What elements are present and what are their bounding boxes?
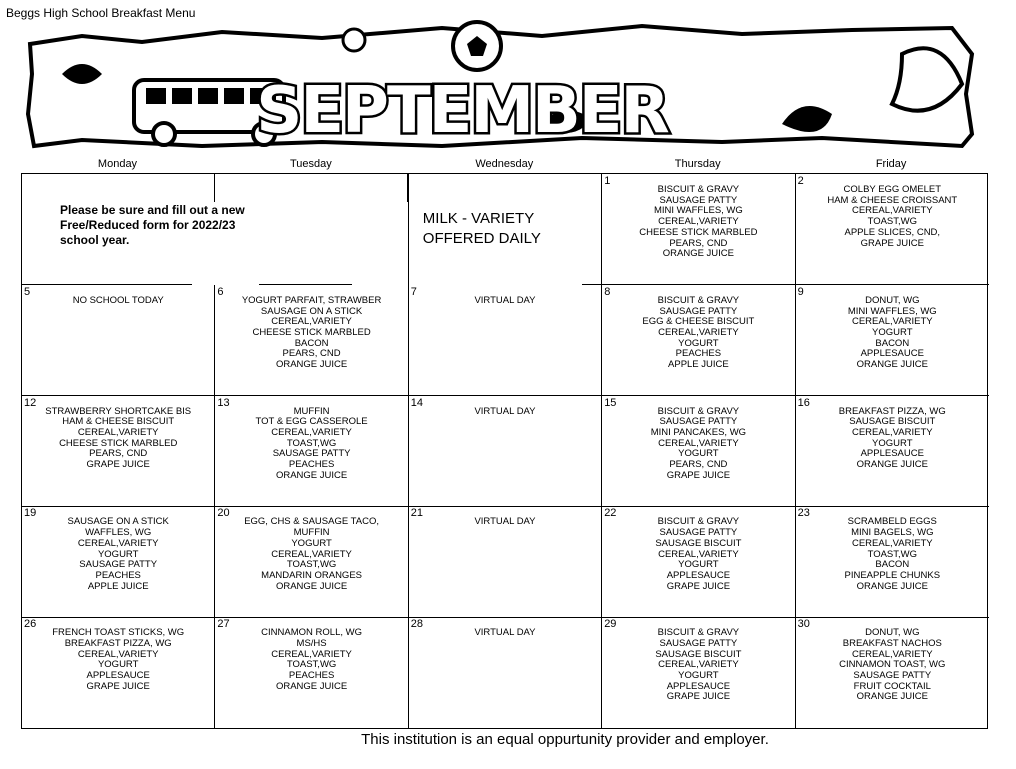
day-cell-30	[796, 617, 989, 728]
menu-item: MINI WAFFLES, WG	[653, 205, 743, 217]
menu-item: CINNAMON TOAST, WG	[839, 659, 946, 671]
menu-item: PEARS, CND	[282, 348, 341, 360]
day-number: 22	[604, 507, 617, 520]
menu-item: SAUSAGE BISCUIT	[655, 537, 742, 549]
day-cell-22	[602, 506, 795, 617]
menu-item: STRAWBERRY SHORTCAKE BIS	[45, 405, 192, 417]
menu-item: YOGURT PARFAIT, STRAWBER	[241, 294, 382, 306]
menu-items	[602, 185, 794, 260]
menu-item: COLBY EGG OMELET	[843, 184, 942, 195]
day-cell-2	[796, 174, 989, 285]
menu-item: ORANGE JUICE	[275, 680, 348, 692]
menu-item: BISCUIT & GRAVY	[657, 184, 740, 195]
menu-item: BREAKFAST PIZZA, WG	[64, 637, 172, 649]
menu-items	[796, 517, 989, 592]
menu-item: YOGURT	[872, 437, 913, 449]
menu-items	[215, 407, 407, 482]
day-number: 5	[24, 285, 31, 298]
menu-item: BACON	[294, 337, 329, 349]
day-cell-13	[215, 396, 408, 507]
menu-item: ORANGE JUICE	[662, 248, 735, 260]
menu-item: GRAPE JUICE	[86, 459, 150, 471]
menu-item: BISCUIT & GRAVY	[657, 516, 740, 528]
menu-item: SAUSAGE PATTY	[272, 448, 351, 460]
menu-item: MS/HS	[296, 637, 327, 649]
menu-item: YOGURT	[97, 659, 139, 671]
cell-divider-stub	[22, 284, 192, 285]
day-number: 2	[797, 175, 804, 187]
menu-item: TOAST,WG	[867, 548, 918, 560]
milk-notice: MILK - VARIETY OFFERED DAILY	[422, 210, 541, 247]
menu-item: SAUSAGE PATTY	[659, 637, 738, 649]
menu-item: MINI BAGELS, WG	[851, 527, 934, 539]
menu-item: GRAPE JUICE	[666, 691, 731, 703]
document-title: Beggs High School Breakfast Menu	[6, 6, 196, 20]
day-number: 8	[604, 285, 611, 298]
menu-items	[602, 517, 794, 592]
menu-item: ORANGE JUICE	[275, 580, 348, 592]
day-cell-5	[22, 285, 215, 396]
menu-calendar-grid	[21, 173, 988, 729]
menu-item: MINI PANCAKES, WG	[650, 427, 747, 438]
menu-item: MINI WAFFLES, WG	[847, 305, 937, 317]
day-cell-28	[409, 617, 602, 728]
day-cell-6	[215, 285, 408, 396]
day-cell-9	[796, 285, 989, 396]
menu-item: SAUSAGE PATTY	[659, 527, 738, 539]
menu-item: GRAPE JUICE	[86, 680, 150, 692]
day-number: 12	[24, 396, 37, 409]
day-cell-26	[22, 617, 215, 728]
menu-item: VIRTUAL DAY	[474, 627, 536, 639]
menu-item: SAUSAGE PATTY	[659, 305, 738, 317]
menu-item: FRENCH TOAST STICKS, WG	[52, 627, 185, 639]
day-number: 21	[410, 507, 424, 520]
menu-item: TOAST,WG	[867, 216, 918, 228]
menu-items	[796, 185, 989, 249]
menu-item: HAM & CHEESE BISCUIT	[62, 416, 175, 428]
menu-item: APPLE JUICE	[668, 359, 729, 371]
menu-item: APPLESAUCE	[666, 680, 731, 692]
menu-item: PEACHES	[675, 348, 722, 360]
day-cell-15	[602, 396, 795, 507]
menu-item: HAM & CHEESE CROISSANT	[827, 194, 958, 206]
day-number: 28	[410, 618, 424, 631]
cell-divider-stub	[259, 284, 352, 285]
menu-items	[22, 296, 214, 307]
menu-item: YOGURT	[97, 548, 139, 560]
day-number: 1	[604, 175, 611, 187]
menu-item: BACON	[875, 559, 910, 571]
menu-item: SAUSAGE PATTY	[853, 670, 932, 681]
menu-item: BREAKFAST PIZZA, WG	[838, 405, 946, 417]
menu-item: APPLESAUCE	[86, 670, 150, 681]
cell-divider-stub	[214, 174, 215, 202]
day-number: 20	[217, 507, 230, 520]
menu-item: BREAKFAST NACHOS	[842, 637, 942, 649]
day-number: 30	[797, 618, 810, 631]
menu-item: SCRAMBELD EGGS	[847, 516, 937, 528]
menu-item: VIRTUAL DAY	[474, 405, 536, 417]
menu-items	[215, 517, 407, 592]
menu-item: ORANGE JUICE	[275, 359, 348, 371]
menu-item: NO SCHOOL TODAY	[72, 294, 164, 306]
menu-item: YOGURT	[678, 337, 719, 349]
weekday-friday: Friday	[875, 158, 907, 170]
menu-item: BISCUIT & GRAVY	[657, 405, 740, 417]
menu-item: PEACHES	[288, 670, 335, 681]
menu-item: GRAPE JUICE	[860, 237, 924, 249]
day-number: 9	[797, 285, 804, 298]
menu-item: VIRTUAL DAY	[474, 294, 536, 306]
menu-item: CEREAL,VARIETY	[658, 326, 739, 338]
menu-items	[602, 407, 794, 482]
menu-item: ORANGE JUICE	[856, 459, 928, 471]
menu-item: TOAST,WG	[286, 437, 337, 449]
menu-item: CEREAL,VARIETY	[658, 437, 739, 449]
menu-item: CEREAL,VARIETY	[851, 427, 933, 438]
menu-item: WAFFLES, WG	[85, 527, 152, 539]
menu-item: CEREAL,VARIETY	[851, 205, 933, 217]
menu-item: CHEESE STICK MARBLED	[639, 226, 758, 238]
menu-item: SAUSAGE BISCUIT	[655, 648, 742, 660]
menu-item: SAUSAGE PATTY	[659, 416, 738, 428]
day-number: 15	[604, 396, 617, 409]
weekday-thursday: Thursday	[674, 158, 721, 170]
menu-item: CEREAL,VARIETY	[658, 216, 739, 228]
menu-items	[602, 628, 794, 703]
menu-item: PEARS, CND	[89, 448, 148, 460]
weekday-wednesday: Wednesday	[475, 158, 534, 170]
menu-item: TOAST,WG	[286, 659, 337, 671]
menu-item: CEREAL,VARIETY	[77, 537, 159, 549]
menu-item: CHEESE STICK MARBLED	[59, 437, 178, 449]
menu-item: PEARS, CND	[669, 459, 728, 471]
menu-item: FRUIT COCKTAIL	[853, 680, 931, 692]
day-cell-20	[215, 506, 408, 617]
menu-item: CEREAL,VARIETY	[658, 548, 739, 560]
menu-items	[796, 296, 989, 371]
cell-divider-stub	[582, 284, 602, 285]
day-cell-12	[22, 396, 215, 507]
menu-item: SAUSAGE ON A STICK	[260, 305, 363, 317]
menu-item: TOT & EGG CASSEROLE	[255, 416, 368, 428]
menu-items	[796, 628, 989, 703]
day-number: 14	[410, 396, 424, 409]
day-cell-27	[215, 617, 408, 728]
day-cell-23	[796, 506, 989, 617]
menu-item: BISCUIT & GRAVY	[657, 627, 740, 639]
menu-items	[796, 407, 989, 471]
day-cell-29	[602, 617, 795, 728]
menu-item: ORANGE JUICE	[856, 359, 928, 371]
day-number: 27	[217, 618, 230, 631]
menu-item: ORANGE JUICE	[856, 580, 928, 592]
menu-items	[409, 296, 601, 307]
menu-item: ORANGE JUICE	[856, 691, 928, 703]
weekday-tuesday: Tuesday	[289, 158, 332, 170]
day-cell-8	[602, 285, 795, 396]
menu-item: EGG & CHEESE BISCUIT	[642, 316, 755, 328]
menu-item: GRAPE JUICE	[666, 580, 731, 592]
menu-items	[215, 296, 407, 371]
menu-item: CEREAL,VARIETY	[851, 648, 933, 660]
menu-item: APPLE JUICE	[87, 580, 149, 592]
footer-statement: This institution is an equal oppurtunity provider and employer.	[361, 731, 769, 748]
menu-items	[409, 628, 601, 639]
menu-item: YOGURT	[291, 537, 332, 549]
menu-item: GRAPE JUICE	[666, 469, 731, 481]
menu-item: CEREAL,VARIETY	[77, 427, 159, 438]
menu-items	[409, 517, 601, 528]
day-number: 7	[410, 285, 417, 298]
menu-item: CEREAL,VARIETY	[271, 316, 352, 328]
day-number: 23	[797, 507, 810, 520]
menu-items	[602, 296, 794, 371]
cell-divider-stub	[407, 174, 408, 202]
menu-item: APPLESAUCE	[666, 569, 731, 581]
weekday-monday: Monday	[97, 158, 138, 170]
day-cell-1	[602, 174, 795, 285]
menu-item: SAUSAGE PATTY	[79, 559, 158, 571]
day-cell-21	[409, 506, 602, 617]
menu-item: CEREAL,VARIETY	[851, 537, 933, 549]
menu-item: CEREAL,VARIETY	[271, 648, 352, 660]
menu-item: MUFFIN	[293, 405, 330, 417]
day-number: 19	[24, 507, 37, 520]
day-cell-7	[409, 285, 602, 396]
menu-item: EGG, CHS & SAUSAGE TACO,	[244, 516, 379, 528]
menu-item: YOGURT	[678, 559, 719, 571]
menu-item: CEREAL,VARIETY	[658, 659, 739, 671]
day-cell-14	[409, 396, 602, 507]
month-title: SEPTEMBER	[256, 74, 668, 148]
menu-items	[409, 407, 601, 418]
menu-item: SAUSAGE ON A STICK	[67, 516, 169, 528]
menu-item: YOGURT	[678, 448, 719, 460]
day-cell-19	[22, 506, 215, 617]
menu-item: APPLESAUCE	[860, 348, 924, 360]
day-number: 6	[217, 285, 224, 298]
menu-item: SAUSAGE BISCUIT	[849, 416, 936, 428]
menu-item: BACON	[875, 337, 910, 349]
day-number: 13	[217, 396, 230, 409]
menu-item: PEACHES	[288, 459, 335, 471]
menu-item: CEREAL,VARIETY	[851, 316, 933, 328]
menu-item: ORANGE JUICE	[275, 469, 348, 481]
menu-item: DONUT, WG	[865, 294, 920, 306]
menu-item: VIRTUAL DAY	[474, 516, 536, 528]
menu-item: PINEAPPLE CHUNKS	[844, 569, 941, 581]
menu-item: APPLE SLICES, CND,	[844, 226, 941, 238]
menu-item: MANDARIN ORANGES	[261, 569, 362, 581]
menu-item: TOAST,WG	[286, 559, 337, 571]
menu-item: YOGURT	[678, 670, 719, 681]
menu-item: SAUSAGE PATTY	[659, 194, 738, 206]
menu-item: DONUT, WG	[865, 627, 920, 639]
day-number: 16	[797, 396, 810, 409]
menu-item: MUFFIN	[293, 527, 330, 539]
menu-item: CEREAL,VARIETY	[271, 427, 352, 438]
menu-item: APPLESAUCE	[860, 448, 924, 460]
menu-item: PEACHES	[95, 569, 141, 581]
day-cell-16	[796, 396, 989, 507]
menu-item: YOGURT	[872, 326, 913, 338]
menu-items	[22, 628, 214, 692]
menu-item: PEARS, CND	[669, 237, 728, 249]
menu-items	[22, 407, 214, 471]
menu-item: CEREAL,VARIETY	[77, 648, 159, 660]
menu-item: BISCUIT & GRAVY	[657, 294, 740, 306]
day-number: 29	[604, 618, 617, 631]
menu-item: CEREAL,VARIETY	[271, 548, 352, 560]
menu-items	[215, 628, 407, 692]
september-banner	[22, 14, 980, 154]
menu-items	[22, 517, 214, 592]
menu-item: CINNAMON ROLL, WG	[261, 627, 362, 639]
day-number: 26	[24, 618, 37, 631]
menu-item: CHEESE STICK MARBLED	[252, 326, 371, 338]
free-reduced-notice: Please be sure and fill out a new Free/Reduced form for 2022/23 school year.	[60, 203, 245, 247]
